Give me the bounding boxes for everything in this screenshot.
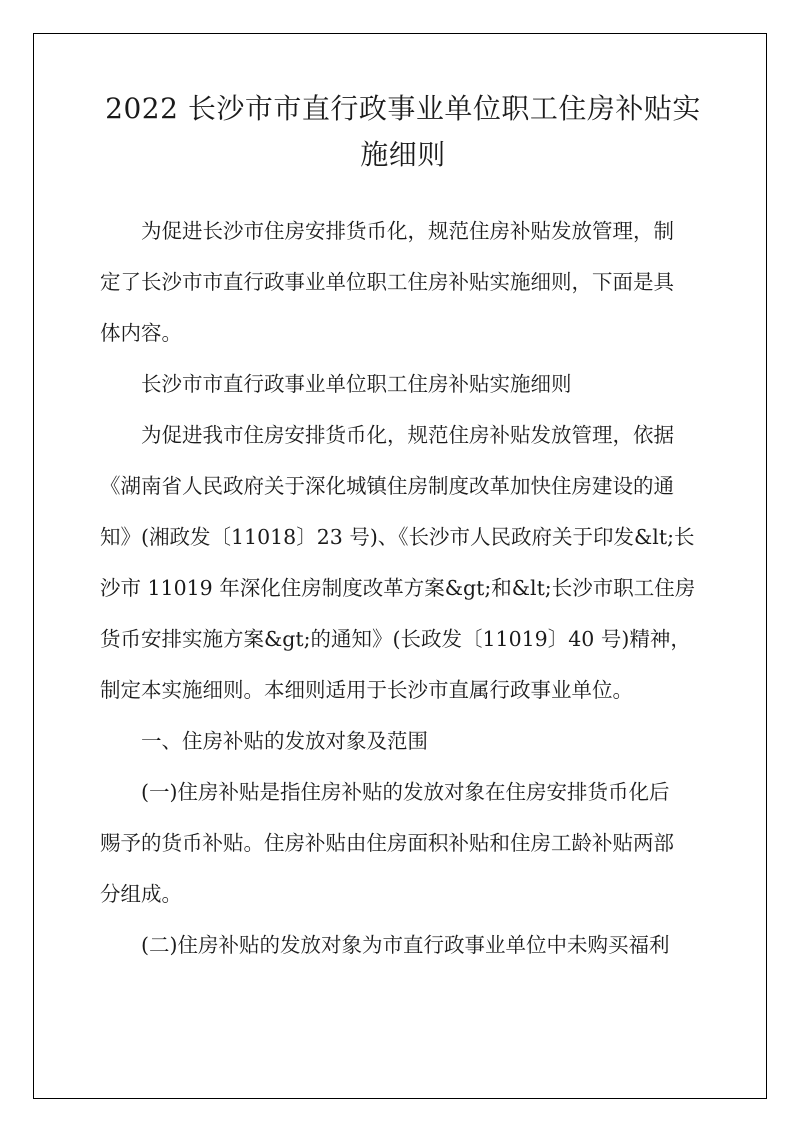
paragraph-line: (二)住房补贴的发放对象为市直行政事业单位中未购买福利 — [141, 933, 670, 957]
paragraph-line: 一、住房补贴的发放对象及范围 — [141, 729, 428, 753]
paragraph-line: 分组成。 — [100, 882, 182, 906]
paragraph-basis — [100, 410, 706, 716]
paragraph-intro — [100, 206, 706, 359]
paragraph-line: 货币安排实施方案&gt;的通知》(长政发〔11019〕40 号)精神， — [100, 627, 691, 651]
title-line: 施细则 — [360, 138, 446, 171]
paragraph-line: 赐予的货币补贴。住房补贴由住房面积补贴和住房工龄补贴两部 — [100, 831, 674, 855]
paragraph-subtitle — [100, 359, 706, 410]
section-heading — [100, 716, 706, 767]
paragraph-item-1 — [100, 767, 706, 920]
paragraph-line: 长沙市市直行政事业单位职工住房补贴实施细则 — [141, 372, 572, 396]
paragraph-item-2 — [100, 920, 706, 971]
paragraph-line: (一)住房补贴是指住房补贴的发放对象在住房安排货币化后 — [141, 780, 670, 804]
title-line: 2022 长沙市市直行政事业单位职工住房补贴实 — [105, 92, 701, 125]
paragraph-line: 《湖南省人民政府关于深化城镇住房制度改革加快住房建设的通 — [100, 474, 674, 498]
paragraph-line: 沙市 11019 年深化住房制度改革方案&gt;和&lt;长沙市职工住房 — [100, 576, 696, 600]
paragraph-line: 定了长沙市市直行政事业单位职工住房补贴实施细则，下面是具 — [100, 270, 674, 294]
paragraph-line: 为促进长沙市住房安排货币化，规范住房补贴发放管理，制 — [141, 219, 674, 243]
paragraph-line: 知》(湘政发〔11018〕23 号)、《长沙市人民政府关于印发&lt;长 — [100, 525, 695, 549]
paragraph-line: 为促进我市住房安排货币化，规范住房补贴发放管理，依据 — [141, 423, 674, 447]
document-body — [100, 86, 706, 971]
paragraph-line: 体内容。 — [100, 321, 182, 345]
title-spacer — [100, 178, 706, 206]
document-title — [100, 86, 706, 178]
paragraph-line: 制定本实施细则。本细则适用于长沙市直属行政事业单位。 — [100, 678, 633, 702]
